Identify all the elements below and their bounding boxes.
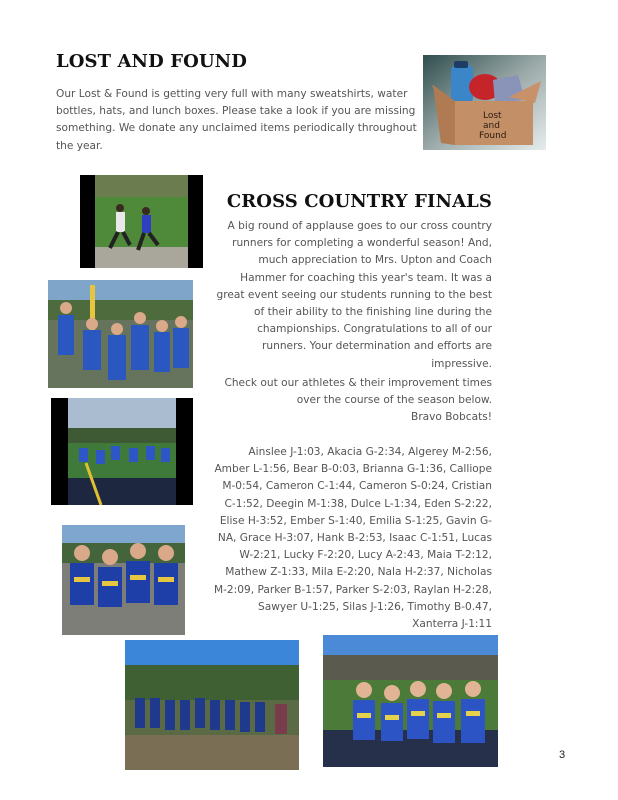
- lost-found-body: Our Lost & Found is getting very full with many sweatshirts, water bottles, hats, and lunch boxes. Please take a look if you are missing something. We donate any unclaimed items periodically throughout the year.: [56, 88, 417, 152]
- cross-country-intro: A big round of applause goes to our cross country runners for completing a wonderful season! And, much appreciation to Mrs. Upton and Coach Hammer for coaching this year's team. It was a great event seeing our students running to the best of their ability to the finishing line during the championships. Congratulations to all of our runners. Your determination and efforts are impressive.: [216, 220, 492, 370]
- lost-found-box-image: [423, 55, 546, 150]
- box-label-line-2: and: [483, 121, 500, 131]
- team-lineup-photo: [125, 640, 299, 770]
- box-label-line-1: Lost: [483, 111, 502, 121]
- four-girls-photo: [62, 525, 185, 635]
- five-girls-stadium-photo: [323, 635, 498, 767]
- team-group-photo: [48, 280, 193, 388]
- runners-racing-photo: [80, 175, 203, 268]
- cross-country-check-out: Check out our athletes & their improvement times over the course of the season below.: [224, 377, 492, 407]
- cross-country-bravo: Bravo Bobcats!: [411, 411, 492, 423]
- lost-found-title: LOST AND FOUND: [56, 51, 247, 72]
- box-label-line-3: Found: [479, 131, 507, 141]
- page-number: 3: [559, 749, 566, 761]
- athlete-times-list: Ainslee J-1:03, Akacia G-2:34, Algerey M-2:56, Amber L-1:56, Bear B-0:03, Brianna G-1:36, Calliope M-0:54, Cameron C-1:44, Cameron S-0:24, Cristian C-1:52, Deegin M-1:38, Dulce L-1:34, Eden S-2:22, Elise H-3:52, Ember S-1:40, Emilia S-1:25, Gavin G-NA, Grace H-3:07, Hank B-2:53, Isaac C-1:51, Lucas W-2:21, Lucky F-2:20, Lucy A-2:43, Maia T-2:12, Mathew Z-1:33, Mila E-2:20, Nala H-2:37, Nicholas M-2:09, Parker B-1:57, Parker S-2:03, Raylan H-2:28, Sawyer U-1:25, Silas J-1:26, Timothy B-0.47, Xanterra J-1:11: [213, 446, 492, 631]
- cross-country-title: CROSS COUNTRY FINALS: [226, 191, 492, 212]
- runners-start-line-photo: [51, 398, 193, 505]
